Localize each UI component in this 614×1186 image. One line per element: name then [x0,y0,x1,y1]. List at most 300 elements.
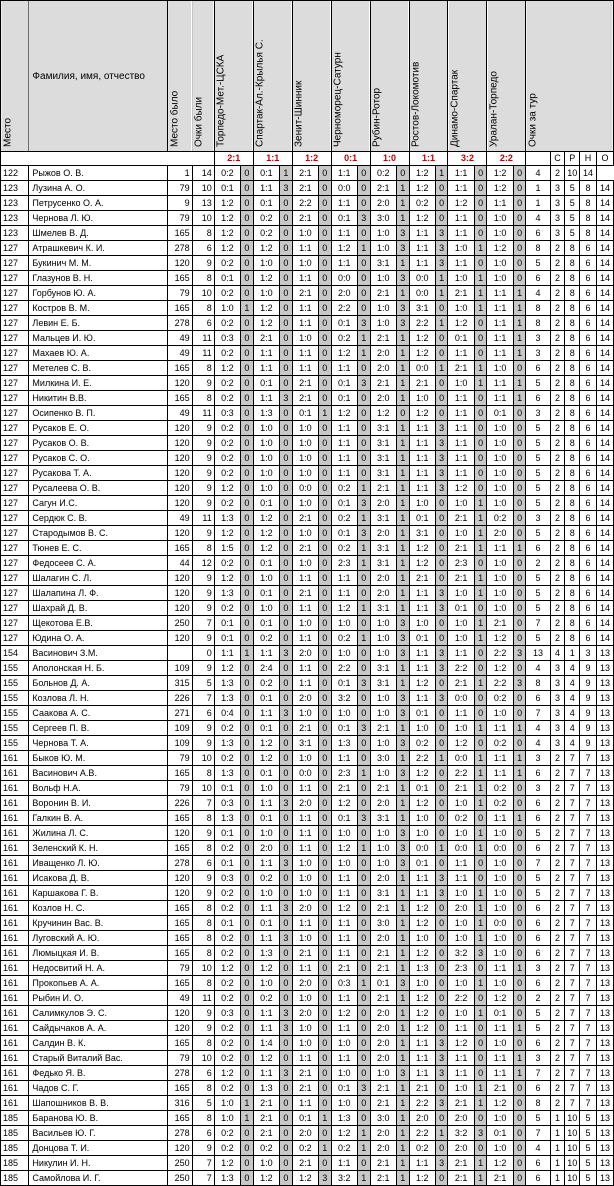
o-cell: 13 [596,1036,613,1051]
forecast-points-cell: 0 [241,466,254,481]
forecast-cell: 1:3 [253,1081,279,1096]
n-cell: 7 [580,1066,597,1081]
forecast-cell: 0:2 [253,991,279,1006]
name-cell: Шалапина Л. Ф. [29,586,168,601]
forecast-cell: 1:2 [214,196,240,211]
forecast-cell: 1:0 [370,766,396,781]
forecast-cell: 1:0 [409,826,435,841]
table-row [1,301,614,316]
forecast-cell: 1:1 [487,751,513,766]
place-cell: 155 [1,691,29,706]
forecast-points-cell: 1 [396,181,409,196]
tour-points-cell: 5 [526,1006,550,1021]
forecast-points-cell: 1 [513,541,526,556]
r-cell: 1 [565,646,580,661]
forecast-cell: 1:2 [331,1006,357,1021]
n-cell: 6 [580,406,597,421]
prev-place-cell: 79 [168,1051,192,1066]
forecast-points-cell: 0 [241,916,254,931]
table-row [1,736,614,751]
forecast-cell: 1:0 [253,481,279,496]
n-cell: 7 [580,811,597,826]
place-cell: 161 [1,916,29,931]
prev-points-cell: 9 [192,376,214,391]
forecast-cell: 1:1 [448,211,474,226]
table-row [1,661,614,676]
place-cell: 127 [1,511,29,526]
forecast-points-cell: 0 [319,496,332,511]
place-cell: 155 [1,736,29,751]
prev-place-cell: 165 [168,916,192,931]
forecast-points-cell: 0 [513,976,526,991]
forecast-cell: 0:2 [214,376,240,391]
o-cell: 14 [596,451,613,466]
match-header-8: Уралан-Торпедо [487,1,526,152]
forecast-points-cell: 3 [513,676,526,691]
forecast-cell: 0:2 [214,1021,240,1036]
forecast-points-cell: 0 [241,961,254,976]
forecast-points-cell: 0 [435,181,448,196]
tour-points-cell: 5 [526,496,550,511]
forecast-cell: 1:0 [370,826,396,841]
forecast-cell: 1:0 [487,586,513,601]
forecast-points-cell: 0 [241,1141,254,1156]
n-cell: 6 [580,436,597,451]
forecast-cell: 2:0 [448,901,474,916]
o-cell: 14 [596,571,613,586]
forecast-points-cell: 1 [396,991,409,1006]
n-cell: 6 [580,241,597,256]
prev-place-cell: 109 [168,661,192,676]
prev-points-cell: 8 [192,946,214,961]
table-row [1,616,614,631]
prev-place-cell: 278 [168,316,192,331]
r-cell: 7 [565,1081,580,1096]
forecast-points-cell: 0 [280,1126,293,1141]
forecast-cell: 1:1 [331,196,357,211]
forecast-points-cell: 0 [513,211,526,226]
forecast-cell: 2:1 [253,1126,279,1141]
table-row [1,571,614,586]
forecast-points-cell: 0 [474,316,487,331]
forecast-cell: 1:0 [253,1156,279,1171]
forecast-cell: 1:2 [253,961,279,976]
forecast-points-cell: 0 [241,871,254,886]
r-cell: 7 [565,781,580,796]
forecast-points-cell: 0 [280,961,293,976]
forecast-points-cell: 0 [435,961,448,976]
forecast-cell: 1:1 [253,901,279,916]
forecast-points-cell: 1 [474,796,487,811]
tour-points-cell: 8 [526,301,550,316]
forecast-points-cell: 1 [474,886,487,901]
forecast-points-cell: 0 [396,166,409,181]
table-row [1,1036,614,1051]
forecast-points-cell: 1 [396,1096,409,1111]
forecast-cell: 2:1 [370,961,396,976]
forecast-cell: 2:1 [370,331,396,346]
forecast-points-cell: 0 [280,271,293,286]
forecast-cell: 3:1 [370,811,396,826]
forecast-cell: 1:2 [448,1036,474,1051]
forecast-points-cell: 0 [357,571,370,586]
forecast-cell: 1:1 [253,796,279,811]
forecast-points-cell: 0 [280,436,293,451]
c-cell: 2 [550,436,565,451]
table-row [1,196,614,211]
n-cell: 6 [580,451,597,466]
prev-points-cell: 6 [192,1126,214,1141]
forecast-cell: 0:2 [487,691,513,706]
forecast-cell: 1:2 [292,1171,318,1186]
name-cell: Щекотова Е.В. [29,616,168,631]
prev-place-cell: 120 [168,496,192,511]
forecast-cell: 0:1 [253,376,279,391]
forecast-cell: 2:1 [487,616,513,631]
forecast-points-cell: 0 [319,871,332,886]
c-cell: 2 [550,781,565,796]
forecast-points-cell: 0 [513,1171,526,1186]
forecast-points-cell: 0 [513,1036,526,1051]
r-cell: 8 [565,601,580,616]
forecast-cell: 1:0 [292,421,318,436]
forecast-cell: 1:1 [292,961,318,976]
forecast-cell: 0:1 [409,706,435,721]
prev-points-cell: 11 [192,346,214,361]
n-cell: 6 [580,301,597,316]
forecast-points-cell: 0 [319,241,332,256]
forecast-points-cell: 0 [280,496,293,511]
prev-points-cell: 10 [192,781,214,796]
forecast-points-cell: 0 [280,346,293,361]
forecast-cell: 1:1 [253,1006,279,1021]
forecast-cell: 1:0 [448,496,474,511]
forecast-points-cell: 0 [513,616,526,631]
forecast-points-cell: 0 [280,721,293,736]
n-cell: 7 [580,946,597,961]
forecast-points-cell: 1 [474,1081,487,1096]
forecast-points-cell: 1 [435,841,448,856]
forecast-cell: 0:2 [214,751,240,766]
forecast-cell: 1:0 [253,466,279,481]
n-cell: 9 [580,706,597,721]
forecast-cell: 2:3 [331,766,357,781]
forecast-points-cell: 3 [396,856,409,871]
forecast-cell: 1:2 [487,1156,513,1171]
forecast-cell: 1:1 [409,601,435,616]
forecast-points-cell: 0 [319,286,332,301]
prev-points-cell: 14 [192,166,214,181]
forecast-cell: 1:0 [448,916,474,931]
place-cell: 161 [1,886,29,901]
forecast-points-cell: 0 [241,661,254,676]
r-cell: 7 [565,991,580,1006]
forecast-points-cell: 0 [319,166,332,181]
o-cell: 13 [596,886,613,901]
forecast-points-cell: 0 [435,346,448,361]
forecast-points-cell: 0 [319,1051,332,1066]
forecast-points-cell: 3 [435,586,448,601]
forecast-cell: 1:2 [214,1066,240,1081]
place-cell: 161 [1,961,29,976]
forecast-cell: 1:0 [487,871,513,886]
forecast-points-cell: 0 [513,511,526,526]
forecast-points-cell: 0 [241,571,254,586]
forecast-points-cell: 3 [357,526,370,541]
n-cell: 7 [580,871,597,886]
forecast-cell: 1:3 [214,1171,240,1186]
forecast-points-cell: 0 [435,331,448,346]
tour-points-cell: 1 [526,196,550,211]
forecast-cell: 2:0 [370,1141,396,1156]
forecast-cell: 1:2 [448,196,474,211]
forecast-cell: 1:0 [487,1036,513,1051]
forecast-cell: 2:0 [292,901,318,916]
name-cell: Прокопьев А. А. [29,976,168,991]
forecast-points-cell: 0 [280,226,293,241]
tour-points-cell: 6 [526,931,550,946]
place-cell: 127 [1,391,29,406]
forecast-points-cell: 0 [474,181,487,196]
forecast-cell: 2:1 [448,571,474,586]
prev-points-cell: 7 [192,616,214,631]
forecast-points-cell: 0 [357,736,370,751]
prev-place-cell: 165 [168,946,192,961]
forecast-cell: 2:0 [292,646,318,661]
n-cell: 6 [580,481,597,496]
forecast-cell: 1:0 [487,826,513,841]
forecast-points-cell: 0 [513,736,526,751]
forecast-cell: 1:3 [331,1111,357,1126]
forecast-points-cell: 1 [396,796,409,811]
forecast-cell: 1:1 [331,991,357,1006]
forecast-cell: 1:2 [214,1156,240,1171]
forecast-cell: 2:1 [292,286,318,301]
forecast-points-cell: 1 [396,436,409,451]
forecast-points-cell: 0 [474,1036,487,1051]
forecast-points-cell: 1 [241,646,254,661]
o-cell: 14 [596,331,613,346]
forecast-cell: 0:2 [214,391,240,406]
r-cell: 7 [565,1006,580,1021]
prev-points-cell: 6 [192,706,214,721]
forecast-cell: 1:2 [409,946,435,961]
forecast-cell: 2:1 [370,1081,396,1096]
n-cell: 7 [580,901,597,916]
forecast-cell: 2:2 [448,991,474,1006]
forecast-cell: 1:1 [331,1156,357,1171]
table-body [1,166,614,1186]
prev-points-cell: 8 [192,811,214,826]
forecast-cell: 0:2 [214,316,240,331]
forecast-points-cell: 0 [319,1006,332,1021]
forecast-cell: 2:1 [370,781,396,796]
o-cell: 13 [596,1111,613,1126]
forecast-cell: 1:0 [292,871,318,886]
prev-points-cell: 8 [192,1081,214,1096]
forecast-cell: 1:1 [487,286,513,301]
forecast-cell: 1:0 [487,901,513,916]
prev-place-cell: 79 [168,211,192,226]
o-cell: 13 [596,766,613,781]
forecast-cell: 2:0 [292,691,318,706]
place-header: Место [1,1,29,152]
forecast-points-cell: 1 [396,751,409,766]
c-cell: 2 [550,361,565,376]
forecast-cell: 1:0 [409,931,435,946]
prev-place-cell: 49 [168,991,192,1006]
forecast-points-cell: 0 [435,616,448,631]
forecast-cell: 1:1 [331,916,357,931]
c-cell: 1 [550,1141,565,1156]
tour-points-cell: 6 [526,841,550,856]
tour-points-cell: 5 [526,631,550,646]
forecast-cell: 2:1 [370,1096,396,1111]
prev-points-cell: 9 [192,1021,214,1036]
r-cell: 10 [565,1156,580,1171]
r-cell: 8 [565,256,580,271]
forecast-points-cell: 0 [435,196,448,211]
forecast-points-cell: 0 [319,1066,332,1081]
forecast-cell: 2:1 [487,1081,513,1096]
forecast-points-cell: 0 [241,631,254,646]
forecast-cell: 1:0 [370,241,396,256]
forecast-points-cell: 1 [357,331,370,346]
forecast-cell: 2:0 [292,976,318,991]
forecast-cell: 1:0 [292,1021,318,1036]
forecast-cell: 0:2 [331,331,357,346]
forecast-cell: 1:2 [331,406,357,421]
forecast-cell: 1:1 [487,316,513,331]
tour-points-cell: 5 [526,466,550,481]
forecast-points-cell: 1 [357,556,370,571]
forecast-points-cell: 0 [280,976,293,991]
forecast-points-cell: 0 [513,841,526,856]
forecast-cell: 0:3 [214,406,240,421]
forecast-cell: 1:0 [331,646,357,661]
forecast-cell: 0:0 [409,286,435,301]
place-cell: 161 [1,811,29,826]
c-cell: 2 [550,1081,565,1096]
forecast-cell: 1:0 [487,271,513,286]
forecast-cell: 3:0 [370,211,396,226]
forecast-cell: 2:0 [370,496,396,511]
table-row [1,976,614,991]
n-cell: 6 [580,316,597,331]
forecast-points-cell: 0 [280,421,293,436]
n-cell: 8 [580,196,597,211]
o-cell: 14 [596,316,613,331]
forecast-cell: 1:1 [409,256,435,271]
forecast-cell: 1:2 [253,736,279,751]
forecast-points-cell: 0 [357,421,370,436]
tour-points-cell: 5 [526,436,550,451]
forecast-cell: 1:2 [409,1006,435,1021]
forecast-cell: 0:2 [214,286,240,301]
o-cell: 14 [596,406,613,421]
name-cell: Шахрай Д. В. [29,601,168,616]
forecast-cell: 1:0 [292,526,318,541]
r-cell: 8 [565,511,580,526]
forecast-points-cell: 0 [280,841,293,856]
forecast-cell: 2:2 [448,661,474,676]
forecast-cell: 0:1 [409,781,435,796]
forecast-cell: 0:2 [214,1081,240,1096]
forecast-points-cell: 1 [396,1156,409,1171]
forecast-points-cell: 1 [396,346,409,361]
forecast-cell: 2:0 [253,841,279,856]
r-cell: 7 [565,1066,580,1081]
tour-points-cell: 6 [526,361,550,376]
forecast-points-cell: 0 [357,946,370,961]
forecast-points-cell: 1 [474,631,487,646]
forecast-points-cell: 0 [280,316,293,331]
forecast-points-cell: 0 [435,631,448,646]
forecast-cell: 2:4 [253,661,279,676]
tour-points-cell: 6 [526,946,550,961]
place-cell: 161 [1,766,29,781]
prev-place-cell: 278 [168,856,192,871]
name-cell: Больнов Д. А. [29,676,168,691]
forecast-cell: 1:0 [253,436,279,451]
forecast-cell: 1:1 [448,181,474,196]
o-cell: 14 [596,196,613,211]
table-row [1,841,614,856]
prev-points-cell: 7 [192,1156,214,1171]
forecast-points-cell: 1 [396,361,409,376]
name-cell: Луговский А. Ю. [29,931,168,946]
name-cell: Старый Виталий Вас. [29,1051,168,1066]
forecast-cell: 0:1 [331,211,357,226]
forecast-cell: 1:0 [487,466,513,481]
forecast-cell: 1:2 [331,901,357,916]
forecast-cell: 1:1 [331,466,357,481]
r-cell: 5 [565,181,580,196]
place-cell: 127 [1,436,29,451]
prev-points-cell: 9 [192,721,214,736]
place-cell: 127 [1,361,29,376]
tour-points-cell: 4 [526,166,550,181]
forecast-cell: 1:0 [253,451,279,466]
forecast-points-cell: 3 [396,736,409,751]
table-row [1,1006,614,1021]
prev-place-cell: 44 [168,556,192,571]
forecast-points-cell: 1 [513,751,526,766]
forecast-cell: 0:0 [487,916,513,931]
o-cell: 14 [596,241,613,256]
forecast-cell: 1:0 [253,976,279,991]
c-cell: 2 [550,1051,565,1066]
forecast-points-cell: 0 [280,991,293,1006]
forecast-cell: 1:0 [487,481,513,496]
forecast-cell: 1:0 [370,1066,396,1081]
forecast-points-cell: 1 [357,1171,370,1186]
forecast-cell: 0:2 [253,676,279,691]
c-cell: 2 [550,271,565,286]
tour-points-cell: 3 [526,781,550,796]
name-cell: Сайдычаков А. А. [29,1021,168,1036]
forecast-points-cell: 0 [241,1036,254,1051]
forecast-cell: 0:1 [253,721,279,736]
forecast-points-cell: 0 [513,181,526,196]
prev-points-cell: 0 [192,646,214,661]
prev-points-cell: 9 [192,661,214,676]
result-3: 1:2 [292,152,331,166]
place-cell: 161 [1,991,29,1006]
forecast-cell: 2:1 [253,1111,279,1126]
forecast-points-cell: 0 [474,1021,487,1036]
prev-place-cell: 165 [168,541,192,556]
